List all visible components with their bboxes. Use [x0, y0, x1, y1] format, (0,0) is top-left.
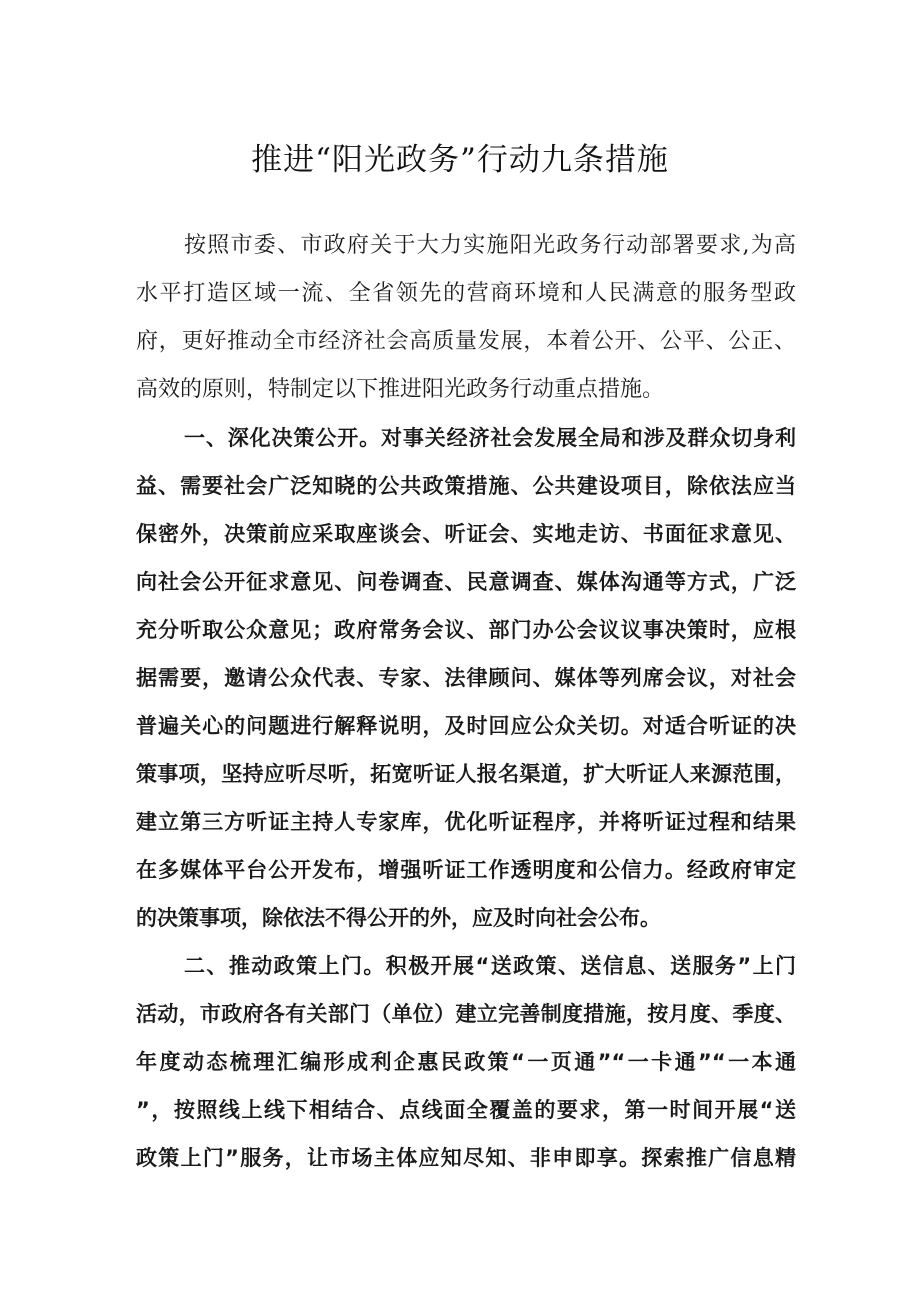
- section2-line: 年度动态梳理汇编形成利企惠民政策“一页通”“一卡通”“一本通: [136, 1050, 796, 1074]
- section1-line: 的决策事项，除依法不得公开的外，应及时向社会公布。: [136, 906, 661, 930]
- section2-line: 二、推动政策上门。积极开展“送政策、送信息、送服务”上门: [184, 954, 796, 978]
- section1-line: 向社会公开征求意见、问卷调查、民意调查、媒体沟通等方式，广泛: [136, 570, 796, 594]
- document-title: 推进“阳光政务”行动九条措施: [251, 142, 669, 178]
- intro-line: 水平打造区域一流、全省领先的营商环境和人民满意的服务型政: [136, 281, 796, 306]
- intro-line: 府，更好推动全市经济社会高质量发展，本着公开、公平、公正、: [136, 329, 796, 354]
- section1-line: 建立第三方听证主持人专家库，优化听证程序，并将听证过程和结果: [136, 810, 796, 834]
- section1-line: 据需要，邀请公众代表、专家、法律顾问、媒体等列席会议，对社会: [136, 666, 796, 690]
- section1-line: 一、深化决策公开。对事关经济社会发展全局和涉及群众切身利: [184, 426, 796, 450]
- section1-line: 益、需要社会广泛知晓的公共政策措施、公共建设项目，除依法应当: [136, 474, 796, 498]
- section2-line: ”，按照线上线下相结合、点线面全覆盖的要求，第一时间开展“送: [136, 1098, 796, 1122]
- section1-line: 保密外，决策前应采取座谈会、听证会、实地走访、书面征求意见、: [136, 522, 796, 546]
- section1-line: 普遍关心的问题进行解释说明，及时回应公众关切。对适合听证的决: [136, 714, 796, 738]
- section2-line: 政策上门”服务，让市场主体应知尽知、非申即享。探索推广信息精: [136, 1146, 796, 1170]
- intro-line: 高效的原则，特制定以下推进阳光政务行动重点措施。: [136, 377, 665, 402]
- section2-line: 活动，市政府各有关部门（单位）建立完善制度措施，按月度、季度、: [136, 1002, 796, 1026]
- intro-line: 按照市委、市政府关于大力实施阳光政务行动部署要求,为高: [184, 233, 796, 258]
- section1-line: 充分听取公众意见；政府常务会议、部门办公会议议事决策时，应根: [136, 618, 796, 642]
- section1-line: 在多媒体平台公开发布，增强听证工作透明度和公信力。经政府审定: [136, 858, 796, 882]
- section1-line: 策事项，坚持应听尽听，拓宽听证人报名渠道，扩大听证人来源范围，: [136, 762, 796, 786]
